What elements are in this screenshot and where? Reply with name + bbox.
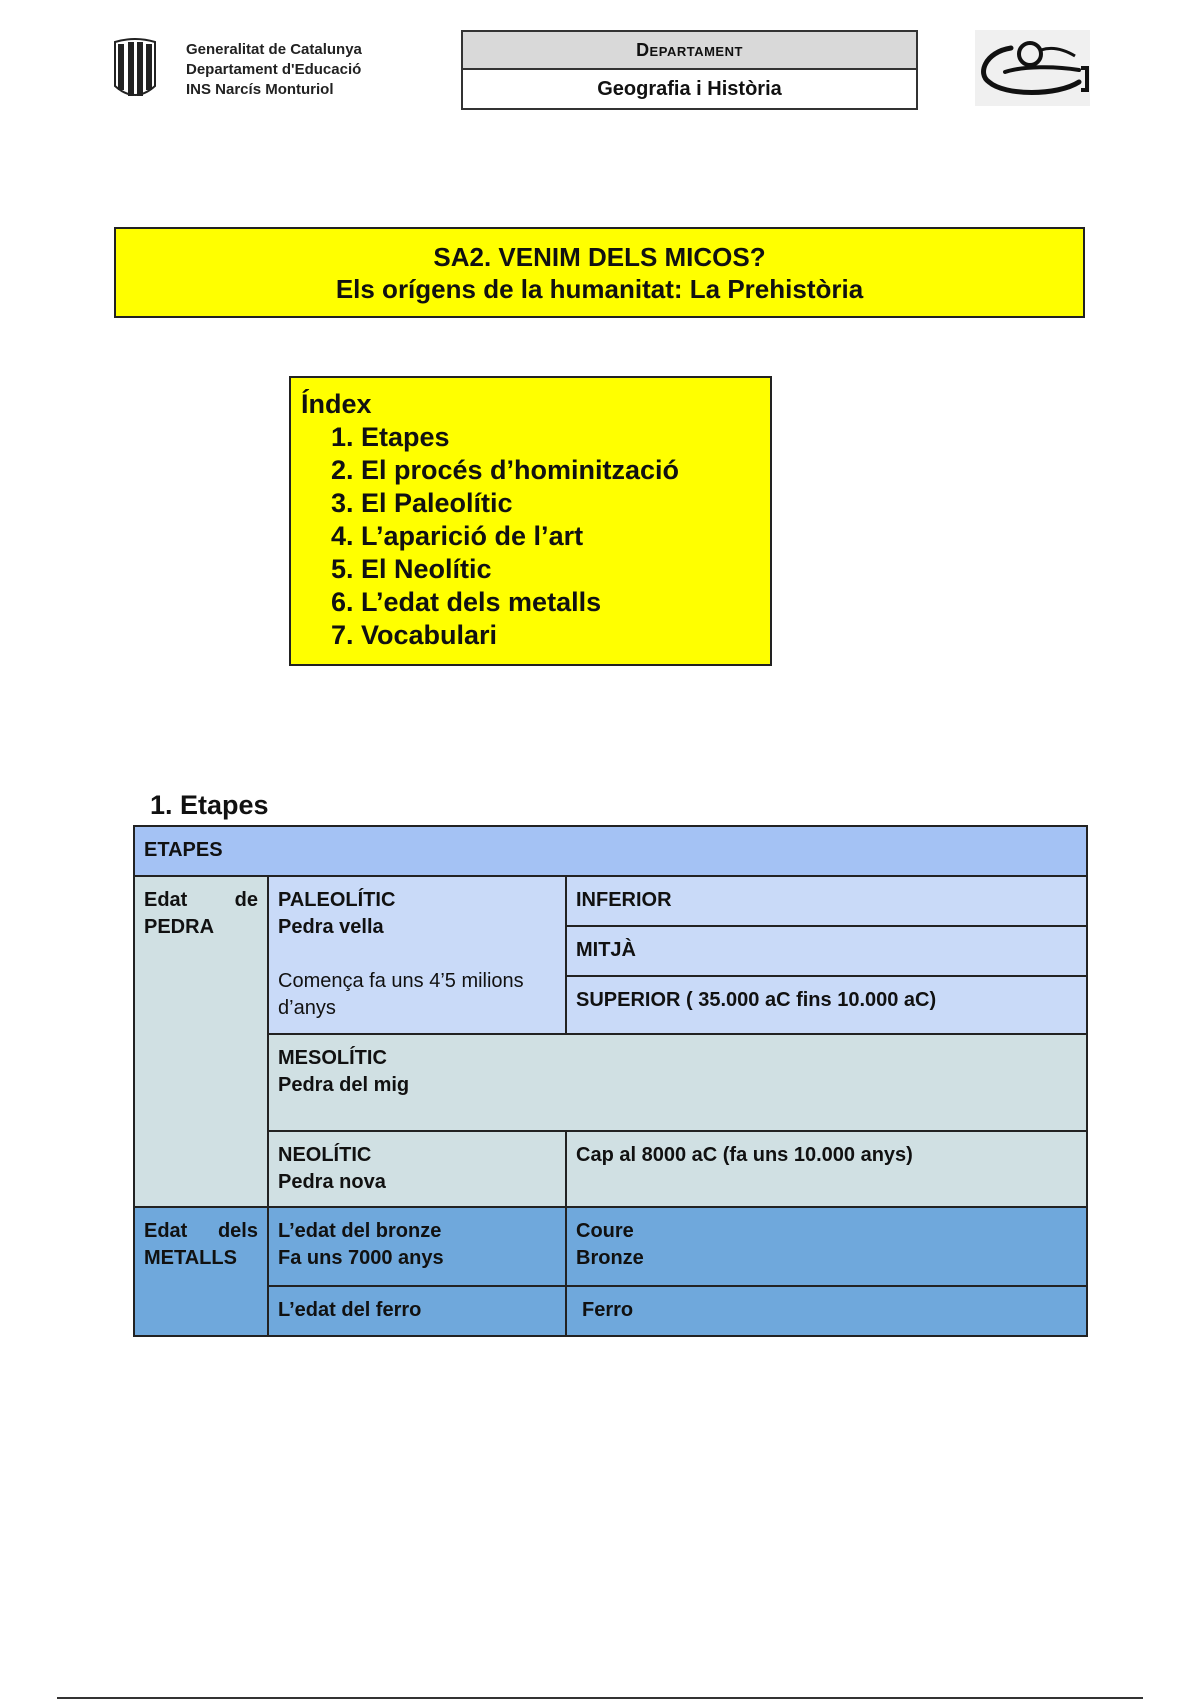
stone-age-word: Edat	[144, 889, 188, 911]
index-item: 6. L’edat dels metalls	[361, 586, 760, 619]
bronze-age-cell	[268, 1207, 566, 1286]
bronze-age-date: Fa uns 7000 anys	[278, 1247, 444, 1269]
index-item: 3. El Paleolític	[361, 487, 760, 520]
metal-age-word: METALLS	[144, 1247, 237, 1269]
iron-metal: Ferro	[582, 1299, 634, 1321]
neolithic-name: NEOLÍTIC	[278, 1144, 372, 1166]
paleolithic-name: PALEOLÍTIC	[278, 889, 396, 911]
bronze-metal: Bronze	[576, 1247, 644, 1269]
index-box	[289, 376, 772, 666]
department-name: Geografia i Història	[597, 78, 782, 100]
paleolithic-cell	[268, 876, 566, 1034]
mesolithic-name: MESOLÍTIC	[278, 1047, 387, 1069]
iron-metal-cell	[566, 1286, 1087, 1336]
institution-line: INS Narcís Monturiol	[186, 81, 334, 98]
neolithic-meaning: Pedra nova	[278, 1171, 386, 1193]
index-title: Índex	[301, 389, 372, 419]
bronze-metal: Coure	[576, 1220, 634, 1242]
paleolithic-subperiod: MITJÀ	[566, 926, 1087, 976]
stone-age-cell	[134, 876, 268, 1207]
department-label: Departament	[463, 32, 916, 70]
index-item: 7. Vocabulari	[361, 619, 760, 652]
stone-age-word: PEDRA	[144, 916, 215, 938]
paleolithic-subperiod: INFERIOR	[566, 876, 1087, 926]
index-list	[301, 421, 760, 652]
index-item: 2. El procés d’hominització	[361, 454, 760, 487]
table-header: ETAPES	[134, 826, 1087, 876]
title-line-2: Els orígens de la humanitat: La Prehistòria	[335, 274, 864, 304]
paleolithic-note: Comença fa uns 4’5 milions d’anys	[278, 970, 524, 1019]
metal-age-word: dels	[217, 1220, 258, 1242]
index-item: 5. El Neolític	[361, 553, 760, 586]
index-item: 4. L’aparició de l’art	[361, 520, 760, 553]
metal-age-cell	[134, 1207, 268, 1336]
neolithic-cell	[268, 1131, 566, 1207]
title-box	[114, 227, 1085, 318]
index-item: 1. Etapes	[361, 421, 760, 454]
neolithic-date: Cap al 8000 aC (fa uns 10.000 anys)	[566, 1131, 1087, 1207]
stages-table	[133, 825, 1088, 1337]
generalitat-logo-icon	[109, 38, 161, 102]
institution-line: Generalitat de Catalunya	[186, 41, 362, 58]
footer-divider	[57, 1697, 1143, 1699]
mesolithic-meaning: Pedra del mig	[278, 1074, 410, 1096]
section-heading: 1. Etapes	[150, 790, 269, 820]
mesolithic-cell	[268, 1034, 1087, 1131]
paleolithic-subperiod: SUPERIOR ( 35.000 aC fins 10.000 aC)	[566, 976, 1087, 1034]
bronze-metals-cell	[566, 1207, 1087, 1286]
metal-age-word: Edat	[144, 1220, 188, 1242]
institution-name	[186, 40, 362, 100]
title-line-1: SA2. VENIM DELS MICOS?	[433, 242, 766, 272]
institution-line: Departament d'Educació	[186, 61, 362, 78]
stone-age-word: de	[234, 889, 258, 911]
school-logo-icon	[975, 30, 1090, 106]
department-box	[461, 30, 918, 110]
bronze-age-name: L’edat del bronze	[278, 1220, 442, 1242]
paleolithic-meaning: Pedra vella	[278, 916, 384, 938]
iron-age-cell: L’edat del ferro	[268, 1286, 566, 1336]
